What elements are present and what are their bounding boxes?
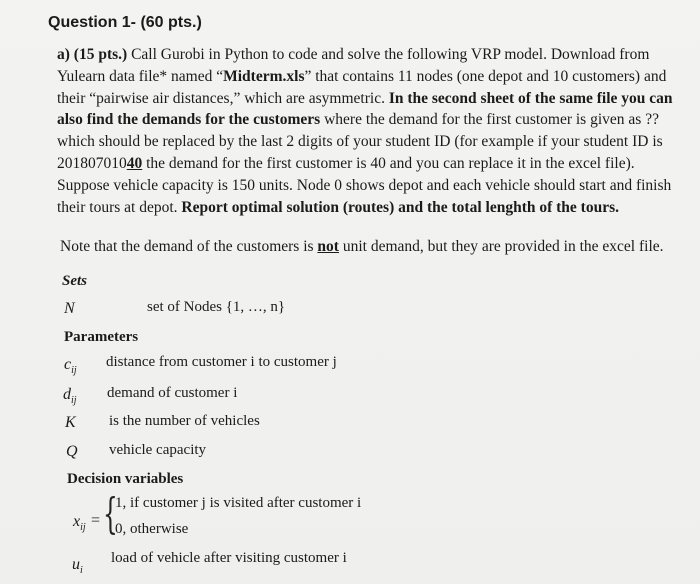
parameters-heading: Parameters — [64, 329, 139, 345]
param-description-d: demand of customer i — [107, 385, 238, 401]
part-a-text-4: the demand for the first customer is 40 and you can replace it in the excel file). Suppose vehicle capacity is 150 units. Node 0 shows depot and each vehicle should start and finish their tours at depot. — [57, 154, 672, 216]
param-symbol-c: $c_{ij}$ — [64, 356, 77, 377]
decision-variables-heading: Decision variables — [67, 471, 184, 487]
question-title: Question 1- (60 pts.) — [48, 14, 202, 31]
part-a-text-2: ” that contains 11 nodes (one depot and 10 customers) and their “pairwise air distances,” which are asymmetric. — [57, 67, 667, 107]
part-a-bold-instruction: In the second sheet of the same file you can also find the demands for the customers — [57, 89, 673, 129]
note-prefix: Note that the demand of the customers is — [60, 238, 318, 255]
decision-symbol-u: $u_i$ — [72, 556, 83, 577]
x-case-otherwise: 0, otherwise — [115, 521, 189, 537]
question-part-a — [57, 44, 689, 218]
data-file-name: Midterm.xls — [223, 67, 305, 85]
decision-symbol-x: $x_{ij}$ — [73, 513, 86, 534]
param-symbol-k: K — [65, 414, 76, 431]
student-id-digits: 40 — [126, 154, 143, 172]
note-emphasis: not — [317, 238, 339, 255]
param-description-q: vehicle capacity — [109, 442, 207, 458]
param-symbol-d: $d_{ij}$ — [63, 386, 77, 407]
x-case-visited: 1, if customer j is visited after customer i — [115, 495, 362, 511]
sets-heading: Sets — [62, 273, 88, 289]
left-brace-icon: { — [103, 489, 118, 538]
set-description: set of Nodes {1, …, n} — [147, 299, 286, 315]
part-a-label: a) (15 pts.) — [57, 46, 128, 63]
decision-description-u: load of vehicle after visiting customer i — [111, 550, 347, 566]
demand-note — [60, 236, 690, 258]
param-symbol-q: Q — [66, 443, 78, 460]
part-a-report-instruction: Report optimal solution (routes) and the total lenghth of the tours. — [181, 198, 619, 216]
part-a-text-1: Call Gurobi in Python to code and solve the following VRP model. Download from Yulearn data file* named “ — [57, 46, 650, 85]
set-symbol: N — [64, 300, 75, 317]
part-a-text-3: where the demand for the first customer is given as ?? which should be replaced by the last 2 digits of your student ID (for example if your student ID is 201807010 — [57, 111, 663, 172]
note-suffix: unit demand, but they are provided in the excel file. — [338, 238, 664, 255]
param-description-k: is the number of vehicles — [109, 413, 260, 429]
param-description-c: distance from customer i to customer j — [106, 354, 337, 370]
equals-sign: = — [91, 512, 101, 529]
